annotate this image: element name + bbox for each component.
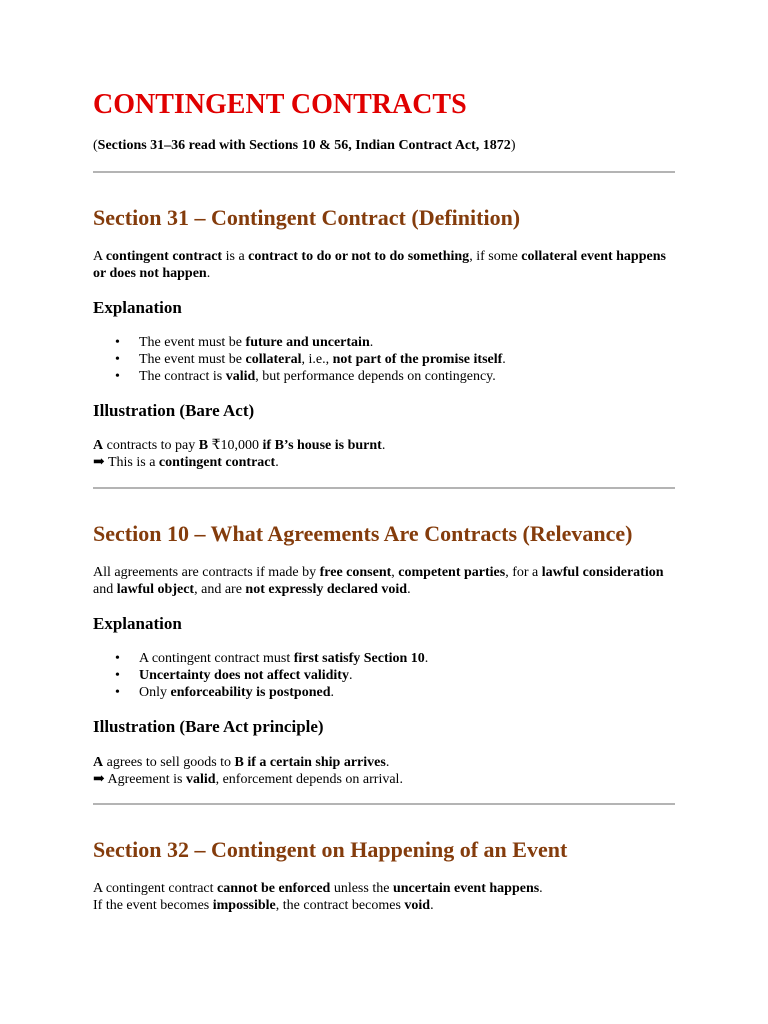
text-run: The event must be [139, 335, 246, 350]
text-run: ➡ This is a [93, 455, 159, 470]
section-31-explanation-heading: Explanation [93, 298, 182, 317]
bold-text: collateral event happens or does not happen [93, 249, 666, 281]
bold-text: free consent [319, 565, 392, 580]
list-item [93, 667, 428, 684]
text-run: . [407, 582, 411, 597]
text-run: and [93, 582, 117, 597]
text-run: , i.e., [301, 352, 333, 367]
bold-text: lawful object [116, 582, 195, 597]
divider [93, 487, 675, 489]
bold-text: competent parties [398, 565, 506, 580]
text-run: contracts to pay [103, 438, 199, 453]
document-title: CONTINGENT CONTRACTS [93, 89, 467, 120]
section-32-line-2 [93, 897, 678, 914]
text-run: , and are [194, 582, 246, 597]
text-run: , but performance depends on contingency. [255, 369, 496, 384]
text-run: . [424, 651, 429, 666]
text-run: . [385, 755, 390, 770]
text-run: If the event becomes [93, 898, 213, 913]
text-run: agrees to sell goods to [103, 755, 235, 770]
text-run: . [502, 352, 506, 367]
bold-text: not expressly declared void [245, 582, 408, 597]
section-31-explanation-list [93, 334, 506, 385]
list-item [93, 684, 428, 701]
bold-text: B if a certain ship arrives [234, 755, 386, 770]
section-31-heading: Section 31 – Contingent Contract (Definition) [93, 205, 521, 230]
bold-text: uncertain event happens [392, 881, 540, 896]
bullet-icon: • [115, 369, 120, 384]
bold-text: future and uncertain [245, 335, 370, 350]
bullet-icon: • [115, 651, 120, 666]
list-item [93, 650, 428, 667]
text-run: . [348, 668, 353, 683]
bold-text: A [93, 438, 104, 453]
document-subtitle [93, 137, 515, 155]
subtitle-text: Sections 31–36 read with Sections 10 & 56, Indian Contract Act, 1872 [97, 138, 511, 153]
text-run: unless the [330, 881, 393, 896]
bold-text: contingent contract [105, 249, 223, 264]
divider [93, 803, 675, 805]
section-10-heading: Section 10 – What Agreements Are Contracts (Relevance) [93, 521, 633, 546]
text-run: ₹10,000 [208, 438, 263, 453]
section-10-explanation-list [93, 650, 428, 701]
text-run: , the contract becomes [275, 898, 405, 913]
text-run: , enforcement depends on arrival. [215, 772, 403, 787]
subtitle-open-paren: ( [93, 138, 98, 153]
bold-text: impossible [212, 898, 276, 913]
section-31-illustration-line-2 [93, 454, 678, 471]
text-run: Only [139, 685, 171, 700]
text-run: ➡ Agreement is [93, 772, 186, 787]
bold-text: void [404, 898, 431, 913]
section-10-illustration-line-1 [93, 754, 678, 771]
section-31-illustration-line-1 [93, 437, 678, 454]
section-32-heading: Section 32 – Contingent on Happening of an Event [93, 837, 568, 862]
bold-text: collateral [245, 352, 302, 367]
section-32-line-1 [93, 880, 678, 897]
bold-text: valid [225, 369, 256, 384]
text-run: . [381, 438, 386, 453]
text-run: , for a [505, 565, 542, 580]
bullet-icon: • [115, 352, 120, 367]
bold-text: enforceability is postponed [170, 685, 331, 700]
text-run: . [275, 455, 279, 470]
text-run: A contingent contract must [139, 651, 294, 666]
text-run: , [391, 565, 399, 580]
list-item [93, 351, 506, 368]
bold-text: contingent contract [158, 455, 276, 470]
subtitle-close-paren: ) [510, 138, 516, 153]
bold-text: contract to do or not to do something [248, 249, 470, 264]
bullet-icon: • [115, 685, 120, 700]
section-10-illustration-heading: Illustration (Bare Act principle) [93, 717, 324, 736]
text-run: . [330, 685, 334, 700]
bold-text: lawful consideration [541, 565, 664, 580]
section-10-illustration-line-2 [93, 771, 678, 788]
bullet-icon: • [115, 335, 120, 350]
section-10-explanation-heading: Explanation [93, 614, 182, 633]
bold-text: if B’s house is burnt [262, 438, 382, 453]
text-run: The event must be [139, 352, 246, 367]
bold-text: Uncertainty does not affect validity [139, 668, 349, 683]
section-10-definition [93, 564, 678, 598]
text-run: . [206, 266, 211, 281]
text-run: The contract is [139, 369, 226, 384]
bold-text: A [93, 755, 104, 770]
bold-text: valid [186, 772, 216, 787]
text-run: . [539, 881, 543, 896]
section-31-illustration-heading: Illustration (Bare Act) [93, 401, 255, 420]
text-run: A contingent contract [93, 881, 218, 896]
text-run: All agreements are contracts if made by [93, 565, 320, 580]
bold-text: first satisfy Section 10 [293, 651, 425, 666]
text-run: . [430, 898, 434, 913]
text-run: , if some [469, 249, 522, 264]
list-item [93, 368, 506, 385]
divider [93, 171, 675, 173]
bullet-icon: • [115, 668, 120, 683]
text-run: A [93, 249, 106, 264]
list-item [93, 334, 506, 351]
text-run: . [369, 335, 374, 350]
bold-text: cannot be enforced [217, 881, 331, 896]
section-31-definition [93, 248, 678, 282]
bold-text: B [198, 438, 209, 453]
bold-text: not part of the promise itself [332, 352, 503, 367]
text-run: is a [222, 249, 249, 264]
